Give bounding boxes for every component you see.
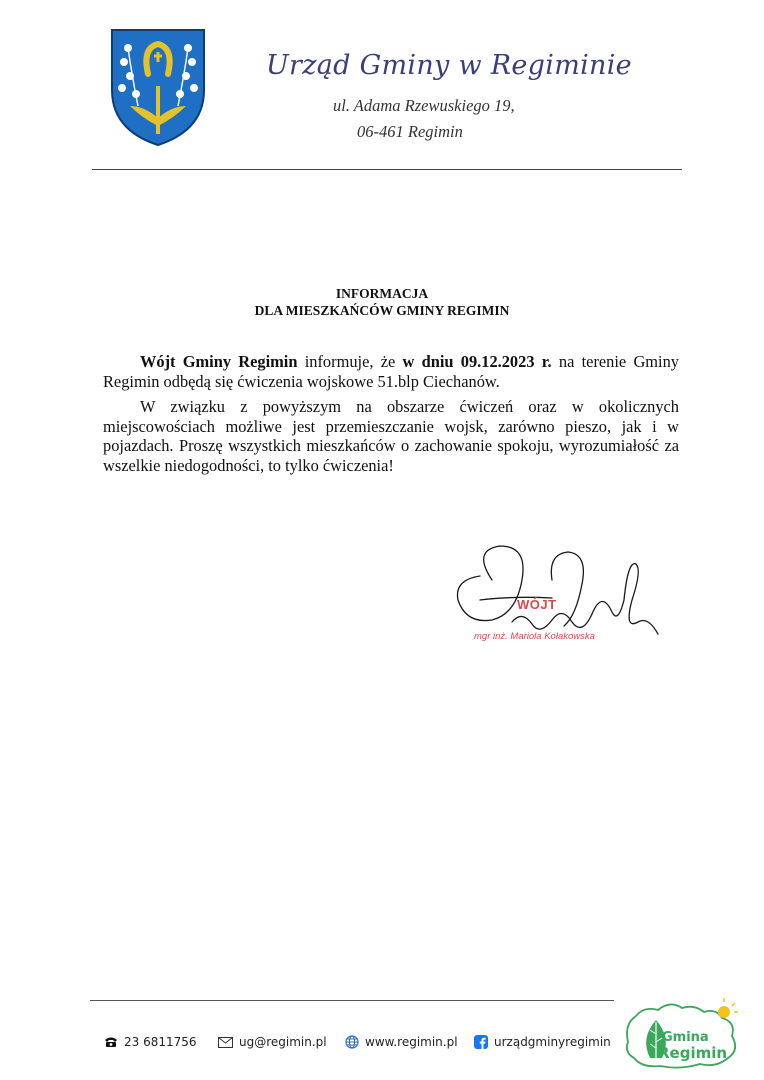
stamp-title: WÓJT — [517, 597, 557, 612]
footer-phone — [104, 1035, 197, 1049]
phone-number: 23 6811756 — [124, 1035, 197, 1049]
phone-icon — [104, 1036, 118, 1048]
logo-text-regimin: Regimin — [658, 1044, 728, 1062]
globe-icon — [345, 1035, 359, 1049]
header-divider — [92, 169, 682, 170]
mayor-name: Wójt Gminy Regimin — [140, 352, 298, 371]
facebook-icon — [474, 1035, 488, 1049]
email-address[interactable]: ug@regimin.pl — [239, 1035, 327, 1049]
footer-website — [345, 1035, 458, 1049]
document-subtitle: DLA MIESZKAŃCÓW GMINY REGIMIN — [254, 303, 510, 318]
paragraph-1 — [103, 352, 679, 391]
paragraph-1-text-b: na terenie Gminy Regimin odbędą się ćwiczenia wojskowe 51.blp Ciechanów. — [103, 352, 679, 391]
footer-facebook — [474, 1035, 611, 1049]
event-date: w dniu 09.12.2023 r. — [402, 352, 552, 371]
facebook-handle[interactable]: urządgminyregimin — [494, 1035, 611, 1049]
address-street: ul. Adama Rzewuskiego 19, — [333, 96, 515, 115]
envelope-icon — [218, 1037, 233, 1048]
website-url[interactable]: www.regimin.pl — [365, 1035, 458, 1049]
logo-text-gmina: Gmina — [662, 1030, 709, 1045]
coat-of-arms-icon — [108, 26, 208, 148]
stamp-name: mgr inż. Mariola Kołakowska — [474, 631, 595, 642]
paragraph-1-text-a: informuje, że — [297, 352, 403, 371]
footer-email — [218, 1035, 327, 1049]
document-body — [103, 352, 679, 476]
document-title: INFORMACJA — [335, 286, 429, 301]
footer-divider — [90, 1000, 614, 1001]
paragraph-2: W związku z powyższym na obszarze ćwiczeń oraz w okolicznych miejscowościach możliwe jest przemieszczanie wojsk, zarówno pieszo, jak i w pojazdach. Proszę wszystkich mieszkańców o zachowanie spokoju, wyrozumiałość za wszelkie niedogodności, to tylko ćwiczenia! — [103, 397, 679, 475]
address-postal: 06-461 Regimin — [357, 122, 463, 141]
office-name: Urząd Gminy w Regiminie — [266, 50, 632, 81]
